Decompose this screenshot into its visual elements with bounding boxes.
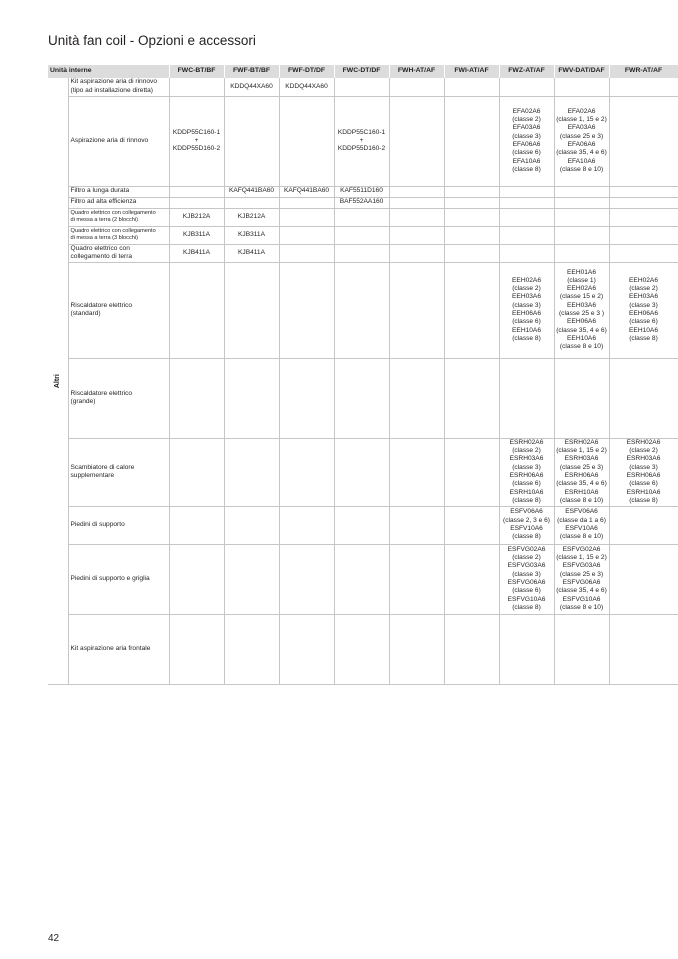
row-label: Piedini di supporto (68, 506, 169, 544)
table-cell (169, 186, 224, 197)
table-cell (389, 244, 444, 262)
table-cell: ESFVG02A6 (classe 2) ESFVG03A6 (classe 3) ESFVG06A6 (classe 6) ESFVG10A6 (classe 8) (499, 544, 554, 614)
table-cell: KJB311A (224, 226, 279, 244)
table-cell (279, 197, 334, 208)
column-header: FWC-DT/DF (334, 65, 389, 78)
row-label: Piedini di supporto e griglia (68, 544, 169, 614)
table-cell: KAFQ441BA60 (224, 186, 279, 197)
table-cell (169, 78, 224, 96)
table-cell (334, 544, 389, 614)
table-cell (499, 244, 554, 262)
table-cell (169, 438, 224, 506)
table-row (48, 358, 678, 438)
table-cell (444, 78, 499, 96)
table-cell (169, 197, 224, 208)
row-label: Kit aspirazione aria di rinnovo (tipo ad installazione diretta) (68, 78, 169, 96)
table-row (48, 78, 678, 96)
table-cell (334, 438, 389, 506)
group-label: Altri (53, 373, 61, 388)
table-cell (609, 208, 678, 226)
accessories-table (48, 65, 678, 685)
table-cell (224, 544, 279, 614)
table-cell: ESRH02A6 (classe 1, 15 e 2) ESRH03A6 (classe 25 e 3) ESRH06A6 (classe 35, 4 e 6) ESRH10A6 (classe 8 e 10) (554, 438, 609, 506)
table-cell (444, 506, 499, 544)
table-cell (334, 614, 389, 684)
table-cell (444, 197, 499, 208)
row-label: Riscaldatore elettrico (grande) (68, 358, 169, 438)
column-header-indoor-units: Unità interne (48, 65, 169, 78)
table-cell (554, 197, 609, 208)
table-cell (444, 96, 499, 186)
column-header: FWZ-AT/AF (499, 65, 554, 78)
table-cell (609, 96, 678, 186)
table-cell (279, 208, 334, 226)
table-cell (389, 208, 444, 226)
table-cell: ESFV06A6 (classe da 1 a 6) ESFV10A6 (classe 8 e 10) (554, 506, 609, 544)
table-cell: BAF552AA160 (334, 197, 389, 208)
table-cell (169, 262, 224, 358)
table-cell (444, 438, 499, 506)
table-cell (389, 614, 444, 684)
table-row (48, 197, 678, 208)
table-cell (224, 262, 279, 358)
table-cell (279, 506, 334, 544)
table-cell (389, 358, 444, 438)
table-cell (389, 197, 444, 208)
row-label: Quadro elettrico con collegamento di messa a terra (3 blocchi) (68, 226, 169, 244)
table-cell (554, 358, 609, 438)
table-cell: KJB212A (224, 208, 279, 226)
table-cell (224, 197, 279, 208)
group-cell (48, 78, 68, 684)
table-cell: EEH01A6 (classe 1) EEH02A6 (classe 15 e 2) EEH03A6 (classe 25 e 3 ) EEH06A6 (classe 35, 4 e 6) EEH10A6 (classe 8 e 10) (554, 262, 609, 358)
table-cell: EEH02A6 (classe 2) EEH03A6 (classe 3) EEH06A6 (classe 6) EEH10A6 (classe 8) (499, 262, 554, 358)
page-number: 42 (48, 933, 60, 944)
table-cell (444, 544, 499, 614)
row-label: Scambiatore di calore supplementare (68, 438, 169, 506)
table-row (48, 544, 678, 614)
table-cell (389, 544, 444, 614)
table-cell (609, 197, 678, 208)
table-cell (334, 244, 389, 262)
table-cell: ESRH02A6 (classe 2) ESRH03A6 (classe 3) ESRH06A6 (classe 6) ESRH10A6 (classe 8) (499, 438, 554, 506)
table-cell (279, 96, 334, 186)
column-header: FWI-AT/AF (444, 65, 499, 78)
row-label: Filtro ad alta efficienza (68, 197, 169, 208)
table-cell: EFA02A6 (classe 1, 15 e 2) EFA03A6 (classe 25 e 3) EFA06A6 (classe 35, 4 e 6) EFA10A6 (classe 8 e 10) (554, 96, 609, 186)
accessories-table-wrapper (48, 65, 678, 685)
table-cell (444, 226, 499, 244)
table-cell (444, 262, 499, 358)
row-label: Kit aspirazione aria frontale (68, 614, 169, 684)
table-row (48, 226, 678, 244)
table-row (48, 614, 678, 684)
table-cell (334, 208, 389, 226)
table-cell (224, 438, 279, 506)
table-cell (279, 226, 334, 244)
table-cell (554, 78, 609, 96)
table-cell (224, 96, 279, 186)
table-cell (169, 358, 224, 438)
table-cell (609, 614, 678, 684)
column-header: FWC-BT/BF (169, 65, 224, 78)
table-cell (389, 506, 444, 544)
table-cell (389, 438, 444, 506)
table-cell: ESFV06A6 (classe 2, 3 e 6) ESFV10A6 (classe 8) (499, 506, 554, 544)
table-cell (224, 614, 279, 684)
row-label: Quadro elettrico con collegamento di terra (68, 244, 169, 262)
table-cell: KDDQ44XA60 (224, 78, 279, 96)
table-cell: KJB212A (169, 208, 224, 226)
table-cell (169, 506, 224, 544)
table-cell: ESFVG02A6 (classe 1, 15 e 2) ESFVG03A6 (classe 25 e 3) ESFVG06A6 (classe 35, 4 e 6) ESFVG10A6 (classe 8 e 10) (554, 544, 609, 614)
row-label: Filtro a lunga durata (68, 186, 169, 197)
table-cell (499, 208, 554, 226)
table-cell (554, 244, 609, 262)
table-cell (444, 186, 499, 197)
table-cell (169, 544, 224, 614)
table-cell (609, 244, 678, 262)
table-cell (389, 78, 444, 96)
table-cell: EFA02A6 (classe 2) EFA03A6 (classe 3) EFA06A6 (classe 6) EFA10A6 (classe 8) (499, 96, 554, 186)
table-cell (554, 614, 609, 684)
table-cell (169, 614, 224, 684)
table-cell (444, 358, 499, 438)
table-cell (279, 544, 334, 614)
table-cell (279, 614, 334, 684)
table-cell (334, 262, 389, 358)
column-header: FWV-DAT/DAF (554, 65, 609, 78)
table-cell: ESRH02A6 (classe 2) ESRH03A6 (classe 3) ESRH06A6 (classe 6) ESRH10A6 (classe 8) (609, 438, 678, 506)
table-cell: KJB411A (169, 244, 224, 262)
table-cell: KJB311A (169, 226, 224, 244)
table-cell (499, 358, 554, 438)
table-cell (389, 186, 444, 197)
column-header: FWR-AT/AF (609, 65, 678, 78)
table-cell: KJB411A (224, 244, 279, 262)
table-cell (609, 544, 678, 614)
table-body (48, 78, 678, 684)
table-cell (279, 358, 334, 438)
column-header: FWF-BT/BF (224, 65, 279, 78)
table-cell (389, 262, 444, 358)
table-cell (224, 358, 279, 438)
table-cell (334, 226, 389, 244)
row-label: Riscaldatore elettrico (standard) (68, 262, 169, 358)
table-cell: KAF5511D160 (334, 186, 389, 197)
table-cell (609, 226, 678, 244)
table-row (48, 244, 678, 262)
page-title: Unità fan coil - Opzioni e accessori (48, 33, 256, 48)
table-row (48, 438, 678, 506)
column-header: FWH-AT/AF (389, 65, 444, 78)
table-cell (499, 614, 554, 684)
table-cell (334, 358, 389, 438)
table-row (48, 506, 678, 544)
table-cell (554, 208, 609, 226)
table-cell (554, 226, 609, 244)
table-cell (224, 506, 279, 544)
table-cell (279, 262, 334, 358)
table-cell (499, 197, 554, 208)
table-cell (279, 438, 334, 506)
table-row (48, 96, 678, 186)
table-cell (499, 78, 554, 96)
table-cell (499, 226, 554, 244)
table-cell (444, 208, 499, 226)
table-cell: KAFQ441BA60 (279, 186, 334, 197)
table-cell (334, 506, 389, 544)
table-cell (609, 78, 678, 96)
table-cell (554, 186, 609, 197)
row-label: Quadro elettrico con collegamento di messa a terra (2 blocchi) (68, 208, 169, 226)
table-cell (444, 244, 499, 262)
table-row (48, 262, 678, 358)
table-cell: EEH02A6 (classe 2) EEH03A6 (classe 3) EEH06A6 (classe 6) EEH10A6 (classe 8) (609, 262, 678, 358)
table-cell (334, 78, 389, 96)
column-header: FWF-DT/DF (279, 65, 334, 78)
table-row (48, 208, 678, 226)
table-cell (609, 186, 678, 197)
table-cell (389, 226, 444, 244)
table-cell: KDDQ44XA60 (279, 78, 334, 96)
table-cell (389, 96, 444, 186)
table-cell (499, 186, 554, 197)
table-cell (279, 244, 334, 262)
row-label: Aspirazione aria di rinnovo (68, 96, 169, 186)
table-cell (609, 506, 678, 544)
table-cell: KDDP55C160-1 + KDDP55D160-2 (169, 96, 224, 186)
table-cell (444, 614, 499, 684)
table-row (48, 186, 678, 197)
table-cell (609, 358, 678, 438)
table-header-row (48, 65, 678, 78)
table-cell: KDDP55C160-1 + KDDP55D160-2 (334, 96, 389, 186)
